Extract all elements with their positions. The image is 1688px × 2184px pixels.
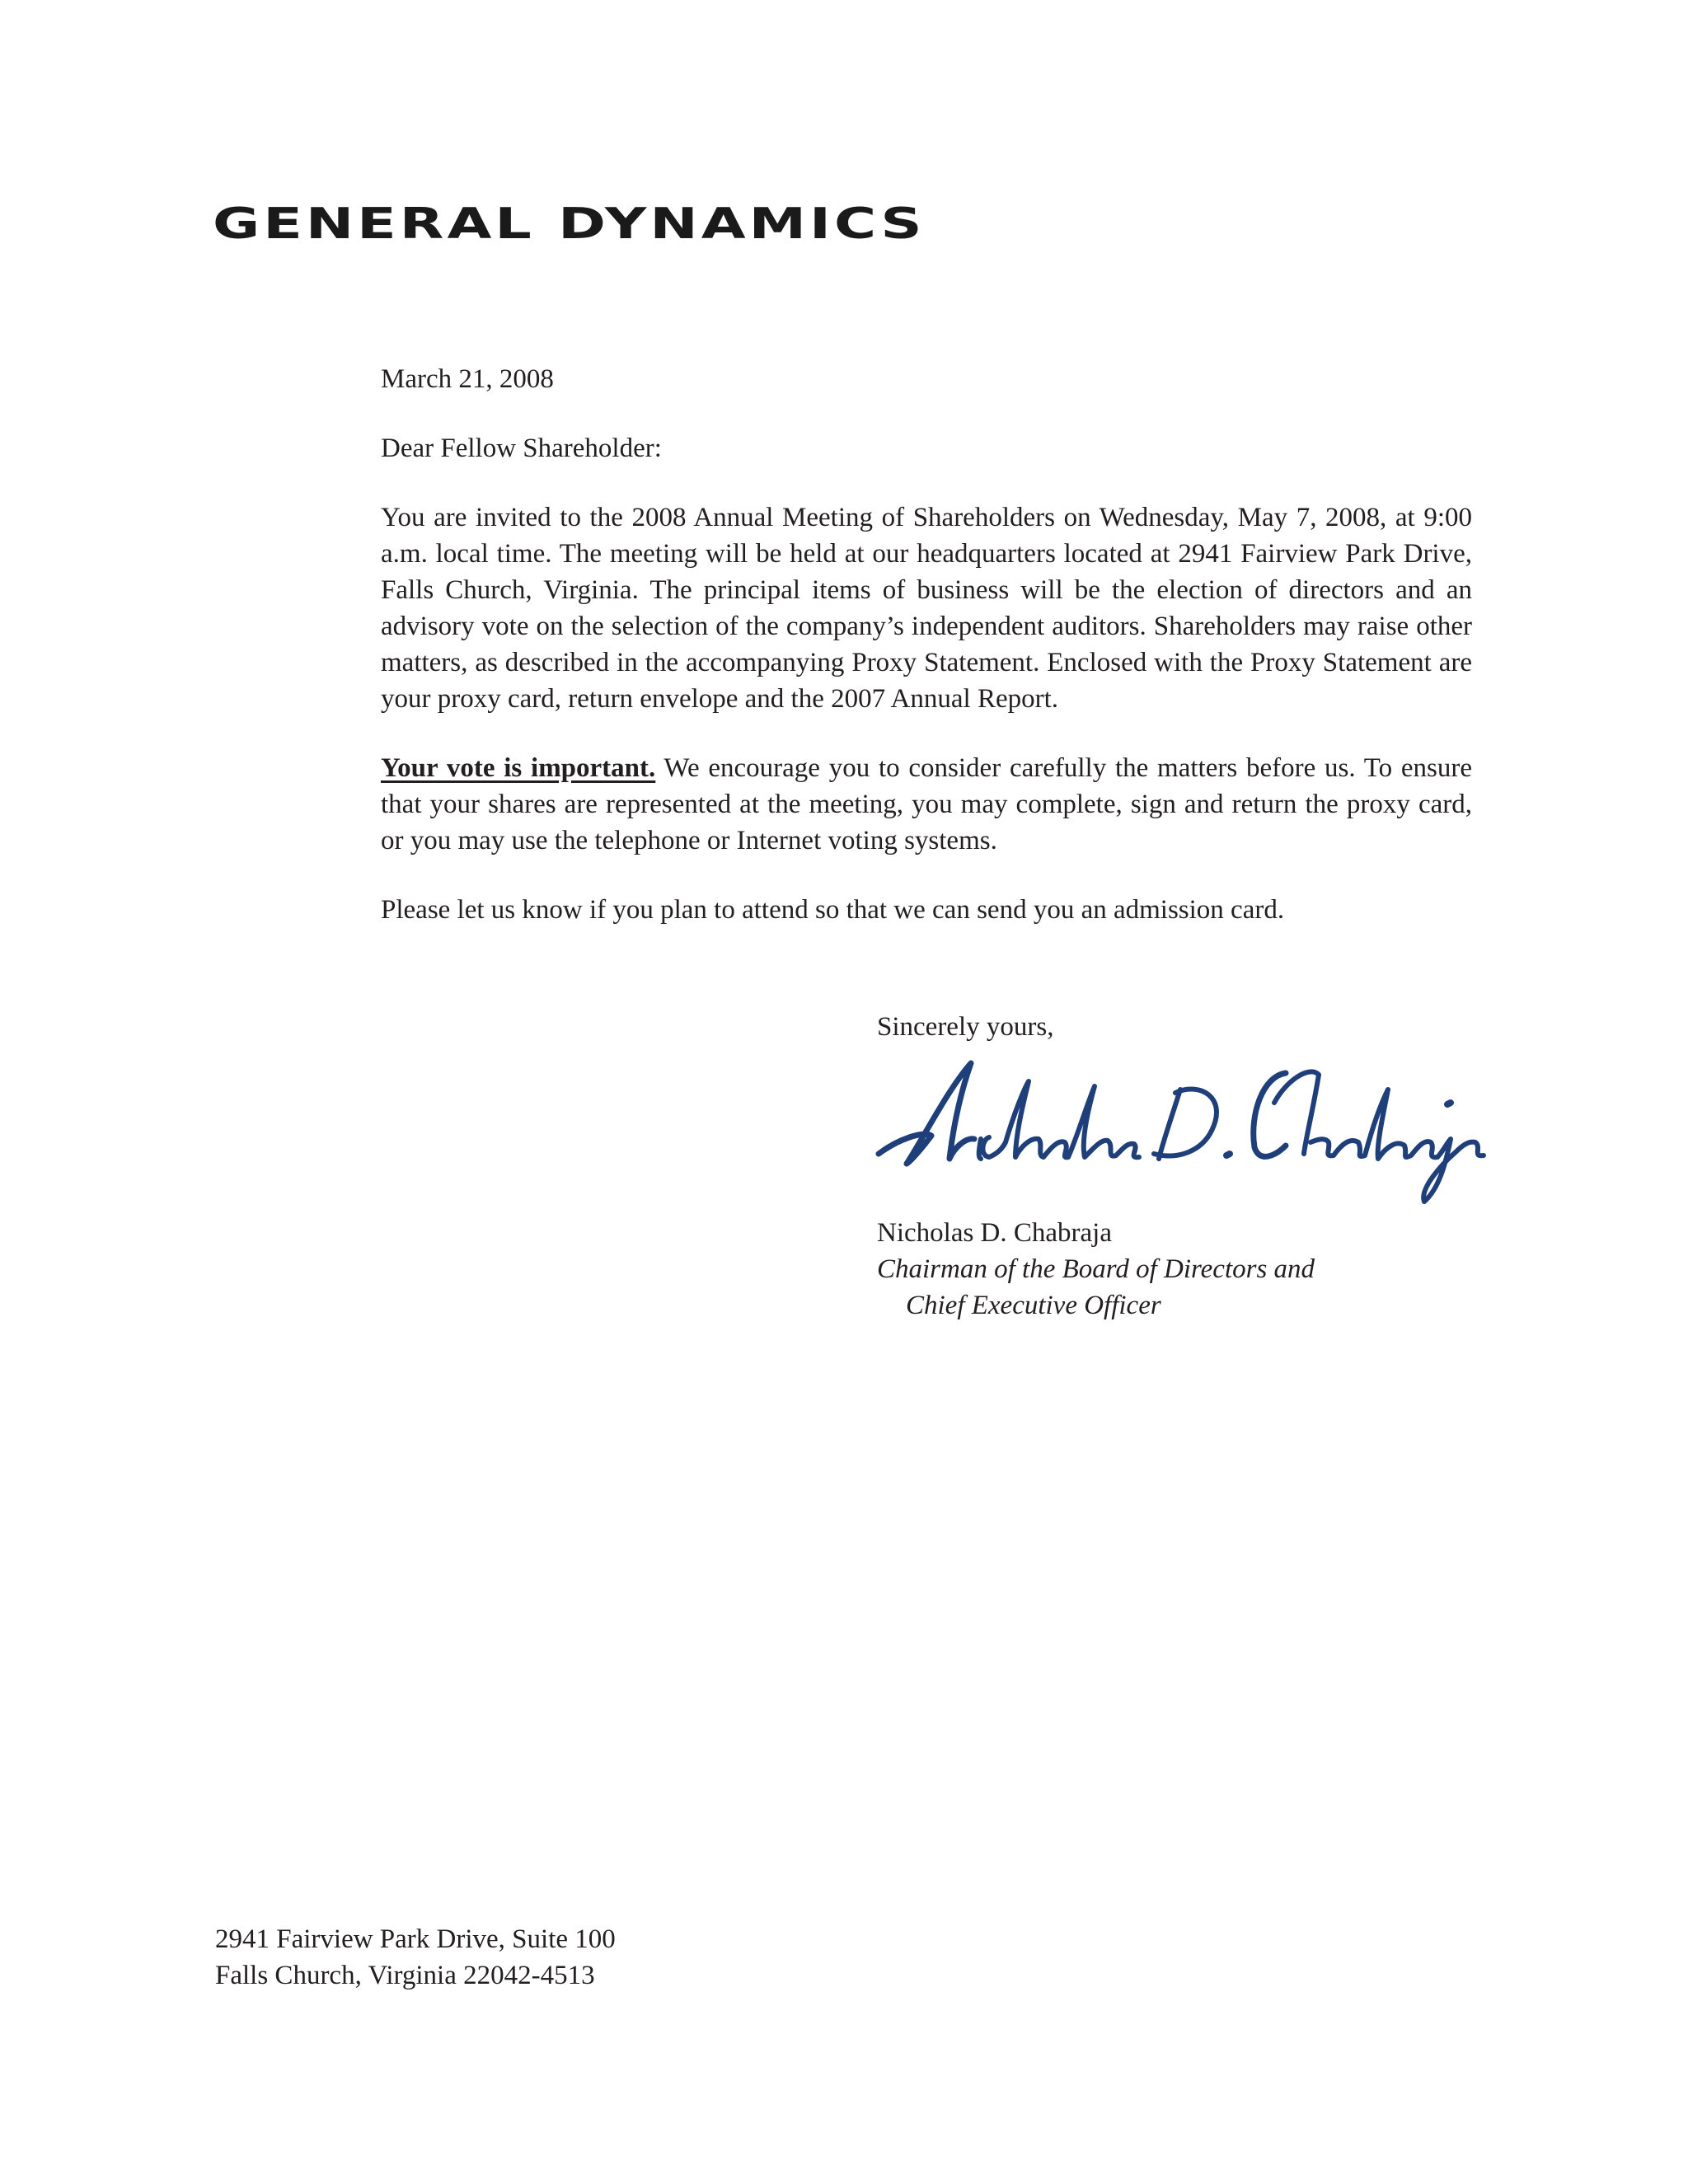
signer-title-line-1: Chairman of the Board of Directors and [877, 1254, 1315, 1284]
signer-name: Nicholas D. Chabraja [877, 1218, 1112, 1248]
address-line-2: Falls Church, Virginia 22042-4513 [215, 1961, 595, 1990]
paragraph-vote [381, 750, 1472, 859]
letter-body [381, 361, 1472, 961]
footer-address [215, 1921, 616, 1994]
company-logo: GENERAL DYNAMICS [213, 199, 926, 249]
vote-important-lead: Your vote is important. [381, 753, 656, 783]
paragraph-attendance: Please let us know if you plan to attend so that we can send you an admission card. [381, 895, 1285, 925]
paragraph-invitation: You are invited to the 2008 Annual Meeting of Shareholders on Wednesday, May 7, 2008, at 9:00 a.m. local time. The meeting will be held at our headquarters located at 2941 Fairview Park Drive, Falls Church, Virginia. The principal items of business will be the election of directors and an advisory vote on the selection of the company’s independent auditors. Shareholders may raise other matters, as described in the accompanying Proxy Statement. Enclosed with the Proxy Statement are your proxy card, return envelope and the 2007 Annual Report. [381, 503, 1472, 714]
handwritten-signature [874, 1057, 1489, 1207]
address-line-1: 2941 Fairview Park Drive, Suite 100 [215, 1924, 616, 1954]
closing-block [877, 1009, 1053, 1045]
salutation: Dear Fellow Shareholder: [381, 434, 662, 463]
letter-date: March 21, 2008 [381, 364, 554, 394]
signer-block [877, 1215, 1315, 1324]
vote-paragraph-text: We encourage you to consider carefully the matters before us. To ensure that your shares are represented at the meeting, you may complete, sign and return the proxy card, or you may use the telephone or Internet voting systems. [381, 753, 1472, 855]
signer-title-line-2: Chief Executive Officer [906, 1291, 1161, 1320]
closing: Sincerely yours, [877, 1012, 1054, 1042]
